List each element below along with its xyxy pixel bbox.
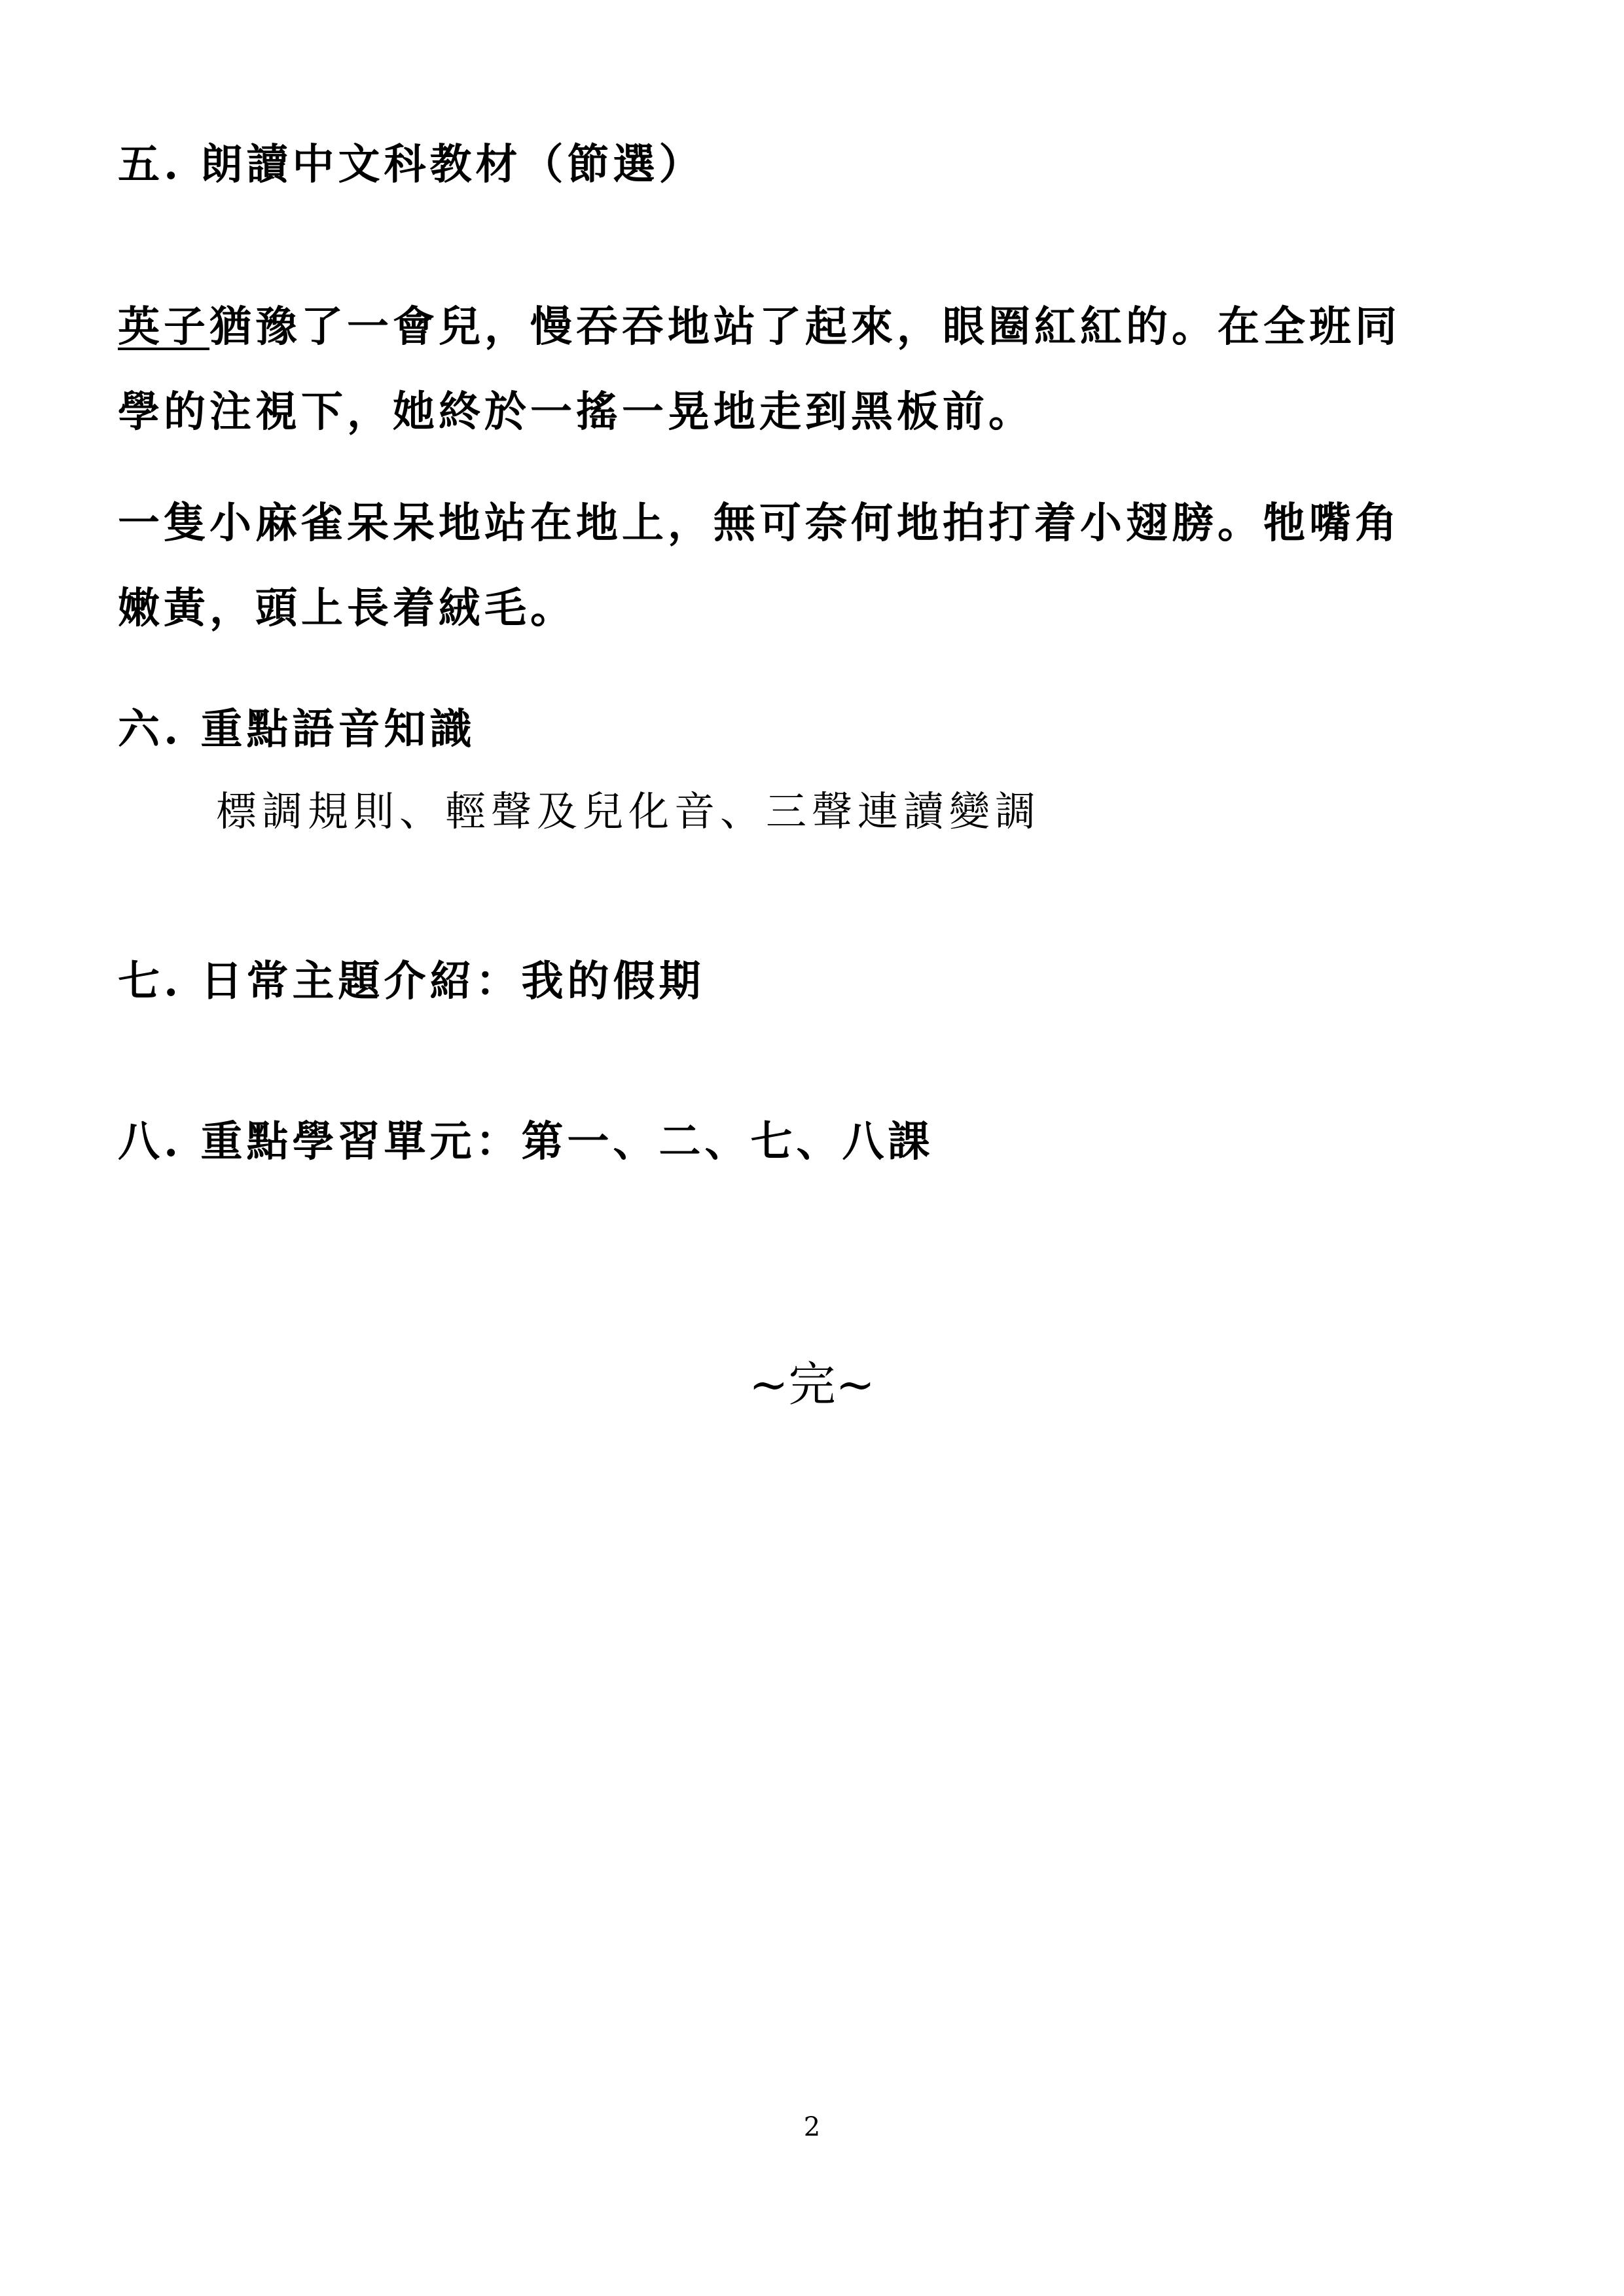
character-name-underlined: 英子 xyxy=(118,302,209,351)
paragraph-1-line-2: 學的注視下，她終於一搖一晃地走到黑板前。 xyxy=(118,387,1034,437)
page-number: 2 xyxy=(803,2112,821,2142)
paragraph-2-line-1: 一隻小麻雀呆呆地站在地上，無可奈何地拍打着小翅膀。牠嘴角 xyxy=(118,499,1401,548)
paragraph-1-line-1 xyxy=(118,285,1519,370)
section-6-body: 標調規則、輕聲及兒化音、三聲連讀變調 xyxy=(216,787,1041,835)
section-5-paragraph-1 xyxy=(118,285,1519,455)
section-8-heading: 八. 重點學習單元：第一、二、七、八課 xyxy=(118,1117,934,1166)
paragraph-1-line-1-text: 猶豫了一會兒，慢吞吞地站了起來，眼圈紅紅的。在全班同 xyxy=(209,302,1401,351)
end-mark: ~完~ xyxy=(749,1357,875,1412)
section-5-paragraph-2 xyxy=(118,481,1519,651)
paragraph-2-line-2: 嫩黃，頭上長着絨毛。 xyxy=(118,584,576,633)
section-7-heading: 七. 日常主題介紹：我的假期 xyxy=(118,957,705,1006)
section-6-heading: 六. 重點語音知識 xyxy=(118,705,476,754)
section-5-heading: 五. 朗讀中文科教材（節選） xyxy=(118,140,705,189)
